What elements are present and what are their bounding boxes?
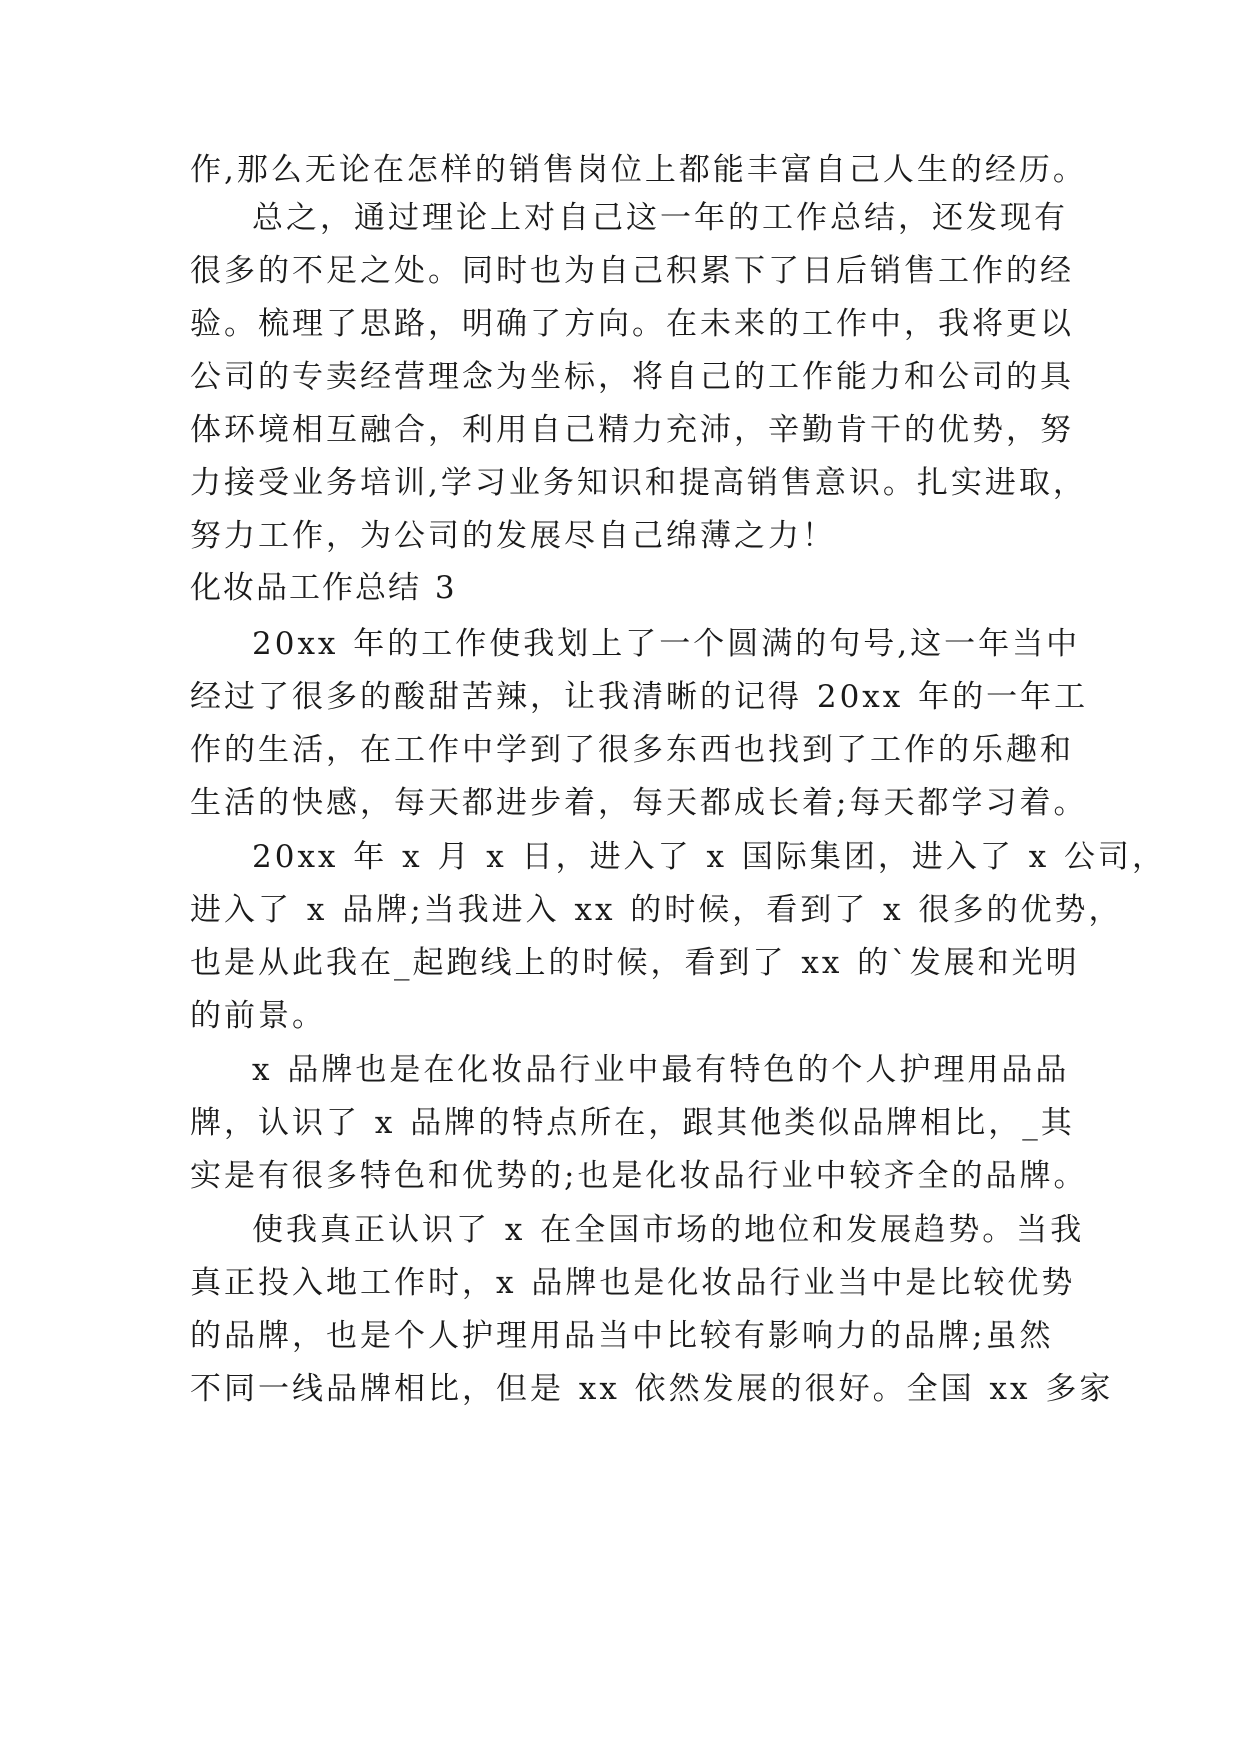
paragraph-line: 很多的不足之处。同时也为自己积累下了日后销售工作的经 <box>190 253 1074 289</box>
section-title: 化妆品工作总结 3 <box>190 570 457 606</box>
paragraph-line: 验。梳理了思路，明确了方向。在未来的工作中，我将更以 <box>190 306 1074 342</box>
paragraph-line: 作,那么无论在怎样的销售岗位上都能丰富自己人生的经历。 <box>190 152 1087 188</box>
paragraph-line: 努力工作，为公司的发展尽自己绵薄之力！ <box>190 518 836 554</box>
paragraph-line: 的前景。 <box>190 998 326 1034</box>
paragraph-line: 作的生活，在工作中学到了很多东西也找到了工作的乐趣和 <box>190 732 1074 768</box>
paragraph-line: 体环境相互融合，利用自己精力充沛，辛勤肯干的优势，努 <box>190 412 1074 448</box>
paragraph-line: 使我真正认识了 x 在全国市场的地位和发展趋势。当我 <box>252 1212 1085 1248</box>
paragraph-line: 进入了 x 品牌;当我进入 xx 的时候，看到了 x 很多的优势， <box>190 892 1123 928</box>
paragraph-line: 的品牌，也是个人护理用品当中比较有影响力的品牌;虽然 <box>190 1318 1054 1354</box>
paragraph-line: 实是有很多特色和优势的;也是化妆品行业中较齐全的品牌。 <box>190 1158 1088 1194</box>
paragraph-line: 不同一线品牌相比，但是 xx 依然发展的很好。全国 xx 多家 <box>190 1371 1114 1407</box>
paragraph-line: 也是从此我在_起跑线上的时候，看到了 xx 的`发展和光明 <box>190 945 1080 981</box>
paragraph-line: 牌，认识了 x 品牌的特点所在，跟其他类似品牌相比，_其 <box>190 1105 1075 1141</box>
paragraph-line: 公司的专卖经营理念为坐标，将自己的工作能力和公司的具 <box>190 359 1074 395</box>
paragraph-line: x 品牌也是在化妆品行业中最有特色的个人护理用品品 <box>252 1052 1070 1088</box>
paragraph-line: 20xx 年的工作使我划上了一个圆满的句号,这一年当中 <box>252 626 1081 662</box>
paragraph-line: 20xx 年 x 月 x 日，进入了 x 国际集团，进入了 x 公司， <box>252 839 1167 875</box>
paragraph-line: 生活的快感，每天都进步着，每天都成长着;每天都学习着。 <box>190 785 1088 821</box>
paragraph-line: 力接受业务培训,学习业务知识和提高销售意识。扎实进取， <box>190 465 1087 501</box>
paragraph-line: 经过了很多的酸甜苦辣，让我清晰的记得 20xx 年的一年工 <box>190 679 1089 715</box>
paragraph-line: 真正投入地工作时，x 品牌也是化妆品行业当中是比较优势 <box>190 1265 1076 1301</box>
paragraph-line: 总之，通过理论上对自己这一年的工作总结，还发现有 <box>252 200 1068 236</box>
